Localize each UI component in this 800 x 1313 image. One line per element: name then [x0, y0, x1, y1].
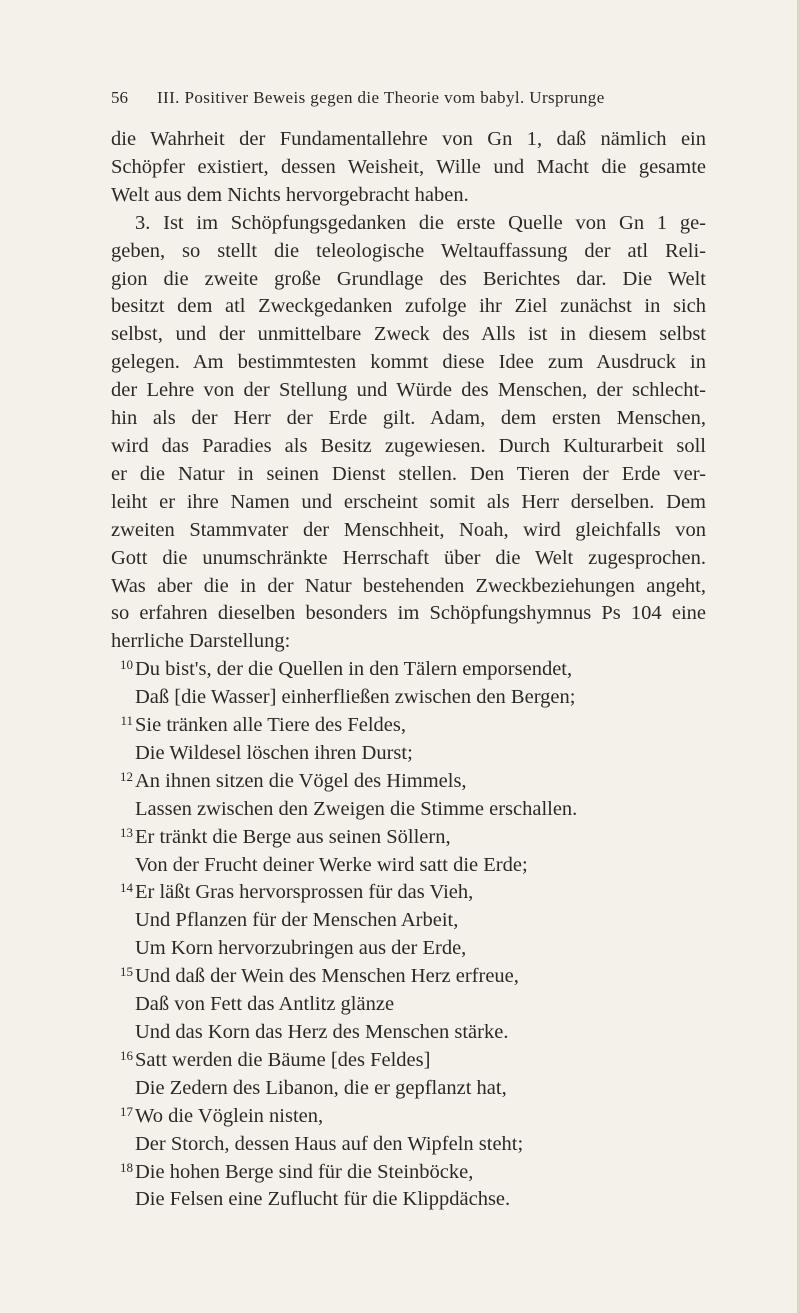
verse-number: 13	[120, 824, 133, 840]
verse-number: 10	[120, 657, 133, 673]
text-line: herrliche Darstellung:	[111, 630, 291, 653]
text-line: hin als der Herr der Erde gilt. Adam, dem ersten Menschen,	[111, 407, 706, 430]
text-line: wird das Paradies als Besitz zugewiesen. Durch Kulturarbeit soll	[111, 434, 706, 457]
text-line: gion die zweite große Grundlage des Berichtes dar. Die Welt	[111, 267, 706, 290]
verse-line: 11 Sie tränken alle Tiere des Feldes,	[111, 712, 706, 740]
running-title: III. Positiver Beweis gegen die Theorie vom babyl. Ursprunge	[157, 88, 605, 107]
verse-line: Der Storch, dessen Haus auf den Wipfeln steht;	[135, 1132, 524, 1155]
text-line: geben, so stellt die teleologische Weltauffassung der atl Reli-	[111, 239, 706, 262]
text-line: Gott die unumschränkte Herrschaft über die Welt zugesprochen.	[111, 546, 706, 569]
verse-line: Die Wildesel löschen ihren Durst;	[135, 741, 413, 764]
text-line: er die Natur in seinen Dienst stellen. Den Tieren der Erde ver-	[111, 462, 706, 485]
text-line: die Wahrheit der Fundamentallehre von Gn 1, daß nämlich ein	[111, 128, 706, 150]
verse-line: 15 Und daß der Wein des Menschen Herz erfreue,	[111, 963, 706, 991]
verse-number: 14	[120, 880, 133, 896]
text-line: besitzt dem atl Zweckgedanken zufolge ihr Ziel zunächst in sich	[111, 295, 706, 318]
verse-line: 17 Wo die Vöglein nisten,	[111, 1103, 706, 1131]
verse-line: 16 Satt werden die Bäume [des Feldes]	[111, 1047, 706, 1075]
verse-line: Von der Frucht deiner Werke wird satt die Erde;	[135, 853, 528, 876]
verse-line: Lassen zwischen den Zweigen die Stimme erschallen.	[135, 797, 578, 820]
paragraph	[111, 210, 706, 657]
text-line: der Lehre von der Stellung und Würde des Menschen, der schlecht-	[111, 379, 706, 402]
text-line: Schöpfer existiert, dessen Weisheit, Wille und Macht die gesamte	[111, 155, 706, 178]
verse-line: Daß [die Wasser] einherfließen zwischen den Bergen;	[135, 686, 576, 709]
psalm-verses	[111, 656, 706, 1214]
verse-line: 18 Die hohen Berge sind für die Steinböcke,	[111, 1159, 706, 1187]
verse-line: 12 An ihnen sitzen die Vögel des Himmels,	[111, 768, 706, 796]
verse-line: Daß von Fett das Antlitz glänze	[135, 993, 395, 1016]
running-header	[111, 88, 701, 108]
text-line: Was aber die in der Natur bestehenden Zweckbeziehungen angeht,	[111, 574, 706, 597]
verse-line: Und Pflanzen für der Menschen Arbeit,	[135, 909, 459, 932]
verse-line: 14 Er läßt Gras hervorsprossen für das Vieh,	[111, 879, 706, 907]
text-line: zweiten Stammvater der Menschheit, Noah, wird gleichfalls von	[111, 518, 706, 541]
body-text	[111, 126, 706, 1214]
paragraph	[111, 126, 706, 210]
text-line: gelegen. Am bestimmtesten kommt diese Idee zum Ausdruck in	[111, 351, 706, 374]
verse-number: 11	[120, 713, 133, 729]
verse-number: 18	[120, 1159, 133, 1175]
verse-number: 17	[120, 1103, 133, 1119]
verse-line: Die Felsen eine Zuflucht für die Klippdächse.	[135, 1188, 511, 1211]
verse-line: Um Korn hervorzubringen aus der Erde,	[135, 937, 467, 960]
verse-line: Und das Korn das Herz des Menschen stärke.	[135, 1021, 509, 1043]
verse-number: 15	[120, 964, 133, 980]
verse-number: 12	[120, 768, 133, 784]
text-line: so erfahren dieselben besonders im Schöpfungshymnus Ps 104 eine	[111, 602, 706, 625]
text-line: selbst, und der unmittelbare Zweck des Alls ist in diesem selbst	[111, 323, 706, 346]
text-line: 3. Ist im Schöpfungsgedanken die erste Quelle von Gn 1 ge-	[135, 211, 706, 234]
text-line: leiht er ihre Namen und erscheint somit als Herr derselben. Dem	[111, 490, 706, 513]
page-number: 56	[111, 88, 128, 107]
verse-number: 16	[120, 1047, 133, 1063]
verse-line: Die Zedern des Libanon, die er gepflanzt hat,	[135, 1076, 507, 1099]
verse-line: 10 Du bist's, der die Quellen in den Tälern emporsendet,	[111, 656, 706, 684]
verse-line: 13 Er tränkt die Berge aus seinen Söllern,	[111, 824, 706, 852]
text-line: Welt aus dem Nichts hervorgebracht haben.	[111, 183, 469, 206]
